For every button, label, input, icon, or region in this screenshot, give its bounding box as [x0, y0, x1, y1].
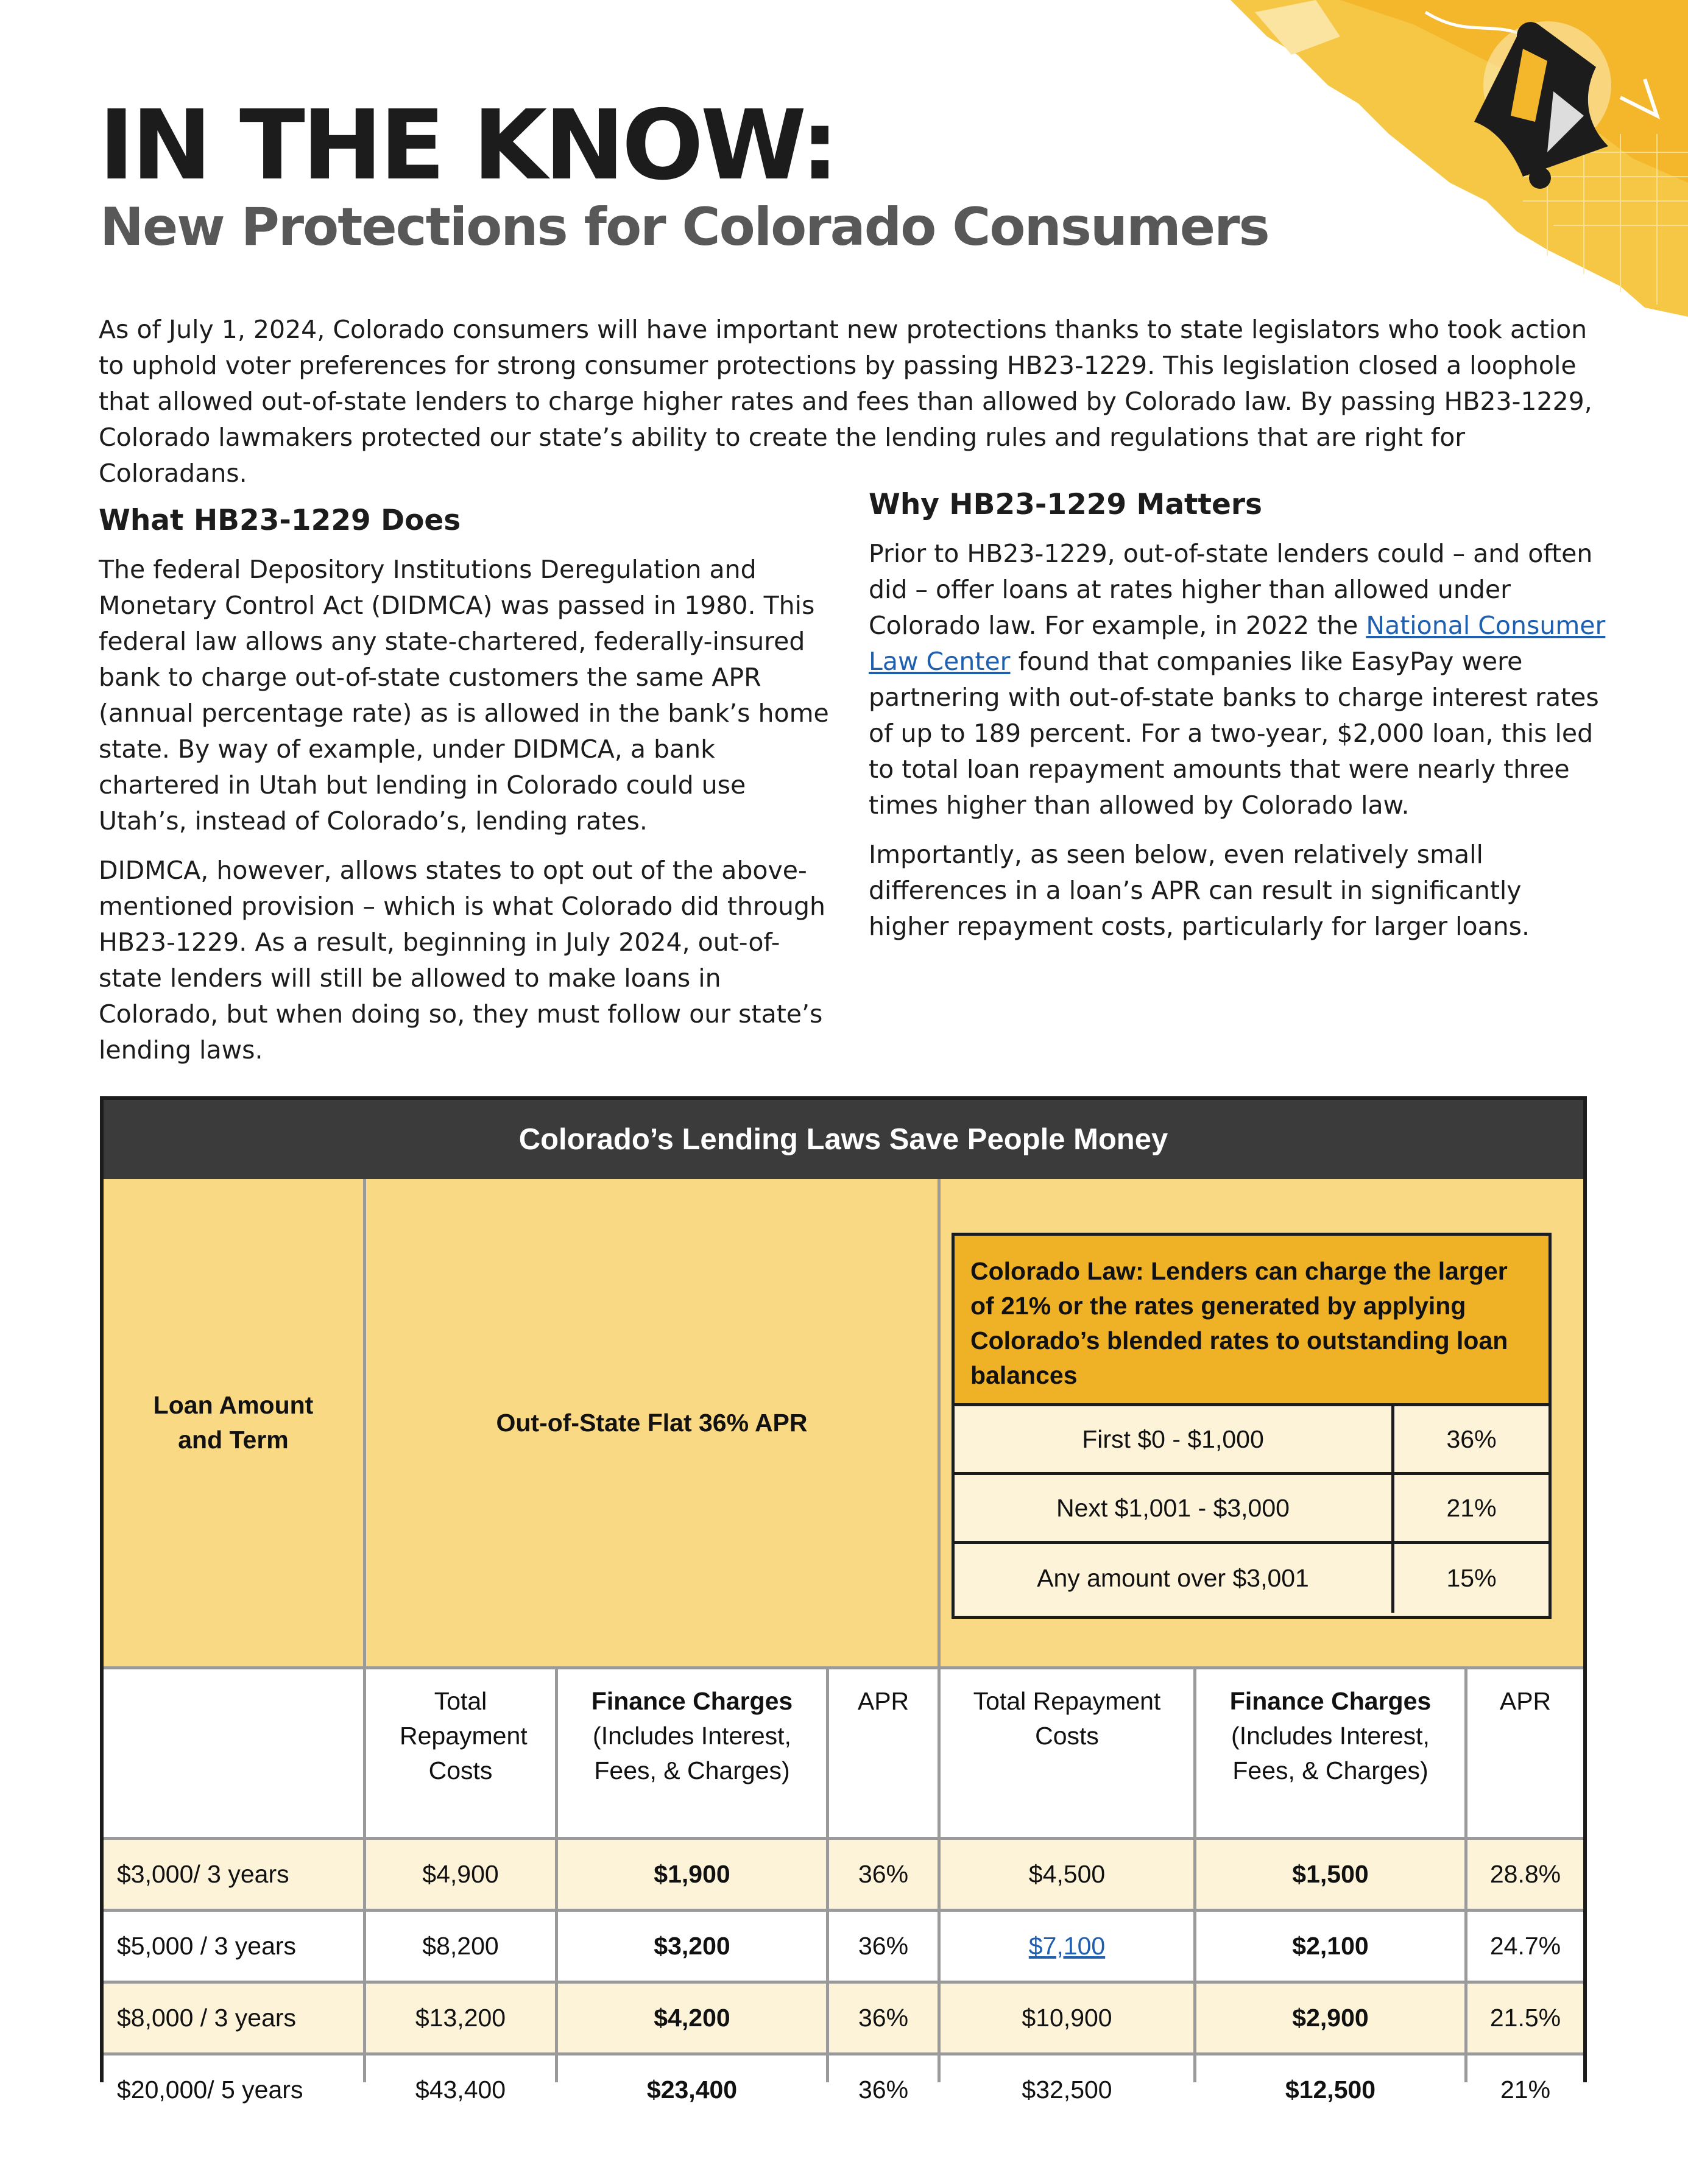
table-cell-co-fin: $2,100	[1196, 1912, 1464, 1981]
tier-range: Next $1,001 - $3,000	[955, 1475, 1394, 1541]
table-cell-co-total: $4,500	[941, 1840, 1193, 1909]
table-cell-loan: $20,000/ 5 years	[104, 2055, 363, 2124]
table-cell-oos-total: $8,200	[366, 1912, 555, 1981]
right-paragraph-2: Importantly, as seen below, even relatively small differences in a loan’s APR can result in significantly higher repayment costs, particularly for larger loans.	[869, 840, 1530, 941]
decorative-corner-graphic	[1157, 0, 1688, 341]
table-cell-co-apr: 28.8%	[1467, 1840, 1583, 1909]
table-cell-oos-fin: $23,400	[558, 2055, 826, 2124]
table-cell-co-total: $32,500	[941, 2055, 1193, 2124]
table-cell-co-apr: 21.5%	[1467, 1984, 1583, 2052]
left-paragraph-1: The federal Depository Institutions Deregulation and Monetary Control Act (DIDMCA) was passed in 1980. This federal law allows any state-chartered, federally-insured bank to charge out-of-state customers the same APR (annual percentage rate) as is allowed in the bank’s home state. By way of example, under DIDMCA, a bank chartered in Utah but lending in Colorado could use Utah’s, instead of Colorado’s, lending rates.	[99, 555, 829, 836]
co-total-header: Total Repayment Costs	[941, 1669, 1193, 1837]
table-cell-co-apr: 21%	[1467, 2055, 1583, 2124]
left-column	[99, 501, 836, 1082]
tier-rate: 15%	[1446, 1564, 1497, 1592]
tier-rate: 21%	[1446, 1493, 1497, 1522]
table-cell-oos-fin: $1,900	[558, 1840, 826, 1909]
table-title: Colorado’s Lending Laws Save People Money	[104, 1100, 1583, 1179]
intro-paragraph: As of July 1, 2024, Colorado consumers will have important new protections thanks to state legislators who took action to uphold voter preferences for strong consumer protections by passing HB23-1229. This legislation closed a loophole that allowed out-of-state lenders to charge higher rates and fees than allowed by Colorado law. By passing HB23-1229, Colorado lawmakers protected our state’s ability to create the lending rules and regulations that are right for Coloradans.	[99, 315, 1592, 488]
rate-tier-row	[955, 1475, 1549, 1544]
table-cell-oos-fin: $4,200	[558, 1984, 826, 2052]
table-cell-co-total[interactable]: $7,100	[941, 1912, 1193, 1981]
table-cell-co-fin: $1,500	[1196, 1840, 1464, 1909]
table-cell-oos-apr: 36%	[829, 2055, 938, 2124]
tier-range: Any amount over $3,001	[955, 1544, 1394, 1613]
right-paragraph-1	[869, 536, 1606, 823]
table-cell-oos-total: $13,200	[366, 1984, 555, 2052]
page-subtitle: New Protections for Colorado Consumers	[100, 197, 1269, 258]
oos-apr-header: APR	[829, 1669, 938, 1837]
table-cell-co-fin: $2,900	[1196, 1984, 1464, 2052]
loan-amount-header: Loan Amount and Term	[104, 1179, 363, 1666]
oos-total-header: Total Repayment Costs	[366, 1669, 555, 1837]
table-cell-loan: $3,000/ 3 years	[104, 1840, 363, 1909]
subheader-blank	[104, 1669, 363, 1837]
lending-comparison-table	[100, 1096, 1587, 2104]
rate-tier-row	[955, 1406, 1549, 1475]
table-cell-loan: $8,000 / 3 years	[104, 1984, 363, 2052]
page-title: IN THE KNOW:	[99, 90, 836, 202]
table-cell-oos-fin: $3,200	[558, 1912, 826, 1981]
table-cell-co-apr: 24.7%	[1467, 1912, 1583, 1981]
out-of-state-header: Out-of-State Flat 36% APR	[366, 1179, 938, 1666]
left-heading: What HB23-1229 Does	[99, 504, 461, 537]
right-column	[869, 485, 1606, 958]
right-heading: Why HB23-1229 Matters	[869, 488, 1262, 521]
colorado-rate-box	[952, 1233, 1552, 1619]
tier-range: First $0 - $1,000	[955, 1406, 1394, 1472]
co-apr-header: APR	[1467, 1669, 1583, 1837]
table-cell-co-fin: $12,500	[1196, 2055, 1464, 2124]
colorado-law-text: Colorado Law: Lenders can charge the larger of 21% or the rates generated by applying Colorado’s blended rates to outstanding loan balances	[955, 1236, 1549, 1406]
right-p1-after: found that companies like EasyPay were partnering with out-of-state banks to charge interest rates of up to 189 percent. For a two-year, $2,000 loan, this led to total loan repayment amounts that were nearly three times higher than allowed by Colorado law.	[869, 647, 1599, 820]
table-cell-oos-total: $4,900	[366, 1840, 555, 1909]
nclc-link[interactable]: National Consumer Law Center	[869, 611, 1606, 676]
left-paragraph-2: DIDMCA, however, allows states to opt out of the above-mentioned provision – which is what Colorado did through HB23-1229. As a result, beginning in July 2024, out-of-state lenders will still be allowed to make loans in Colorado, but when doing so, they must follow our state’s lending laws.	[99, 856, 825, 1065]
table-cell-oos-total: $43,400	[366, 2055, 555, 2124]
table-cell-oos-apr: 36%	[829, 1984, 938, 2052]
co-finance-header: Finance Charges (Includes Interest, Fees, & Charges)	[1196, 1669, 1464, 1837]
oos-finance-header: Finance Charges (Includes Interest, Fees, & Charges)	[558, 1669, 826, 1837]
table-cell-oos-apr: 36%	[829, 1912, 938, 1981]
right-p1-before: Prior to HB23-1229, out-of-state lenders could – and often did – offer loans at rates higher than allowed under Colorado law. For example, in 2022 the	[869, 539, 1593, 640]
table-cell-co-total: $10,900	[941, 1984, 1193, 2052]
table-cell-oos-apr: 36%	[829, 1840, 938, 1909]
table-cell-loan: $5,000 / 3 years	[104, 1912, 363, 1981]
rate-tier-row	[955, 1544, 1549, 1613]
tier-rate: 36%	[1446, 1425, 1497, 1453]
